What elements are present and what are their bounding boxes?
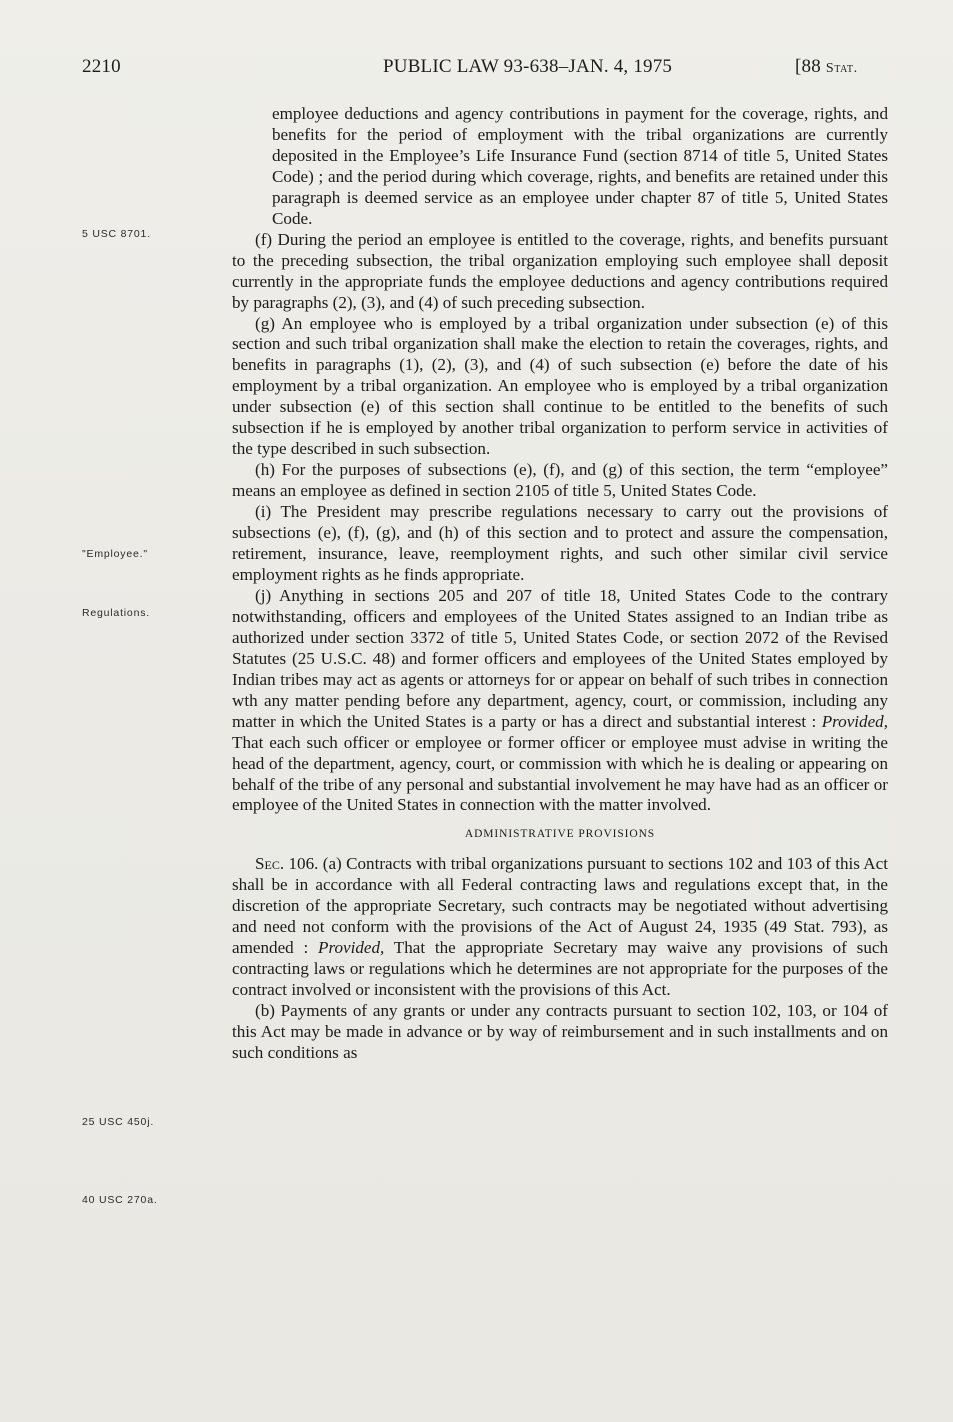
paragraph-j-text-1: (j) Anything in sections 205 and 207 of title 18, United States Code to the contrary notwithstanding, officers and employees of the United States assigned to an Indian tribe as authorized under section 3372 of title 5, United States Code, or section 2072 of the Revised Statutes (25 U.S.C. 48) and former officers and employees of the United States employed by Indian tribes may act as agents or attorneys for or appear on behalf of such tribes in connection wth any matter pending before any department, agency, court, or commission, including any matter in which the United States is a party or has a direct and substantial interest : xyxy=(232,585,888,731)
statute-body xyxy=(232,104,888,1064)
paragraph-f: (f) During the period an employee is entitled to the coverage, rights, and benefits pursuant to the preceding subsection, the tribal organization employing such employee shall deposit currently in the appropriate funds the employee deductions and agency contributions required by paragraphs (2), (3), and (4) of such preceding subsection. xyxy=(232,229,888,312)
statute-volume-prefix: [88 xyxy=(795,56,826,77)
statute-volume-label: Stat. xyxy=(825,61,858,76)
paragraph-h: (h) For the purposes of subsections (e), (f), and (g) of this section, the term “employee” means an employee as defined in section 2105 of title 5, United States Code. xyxy=(232,460,888,501)
section-label: Sec. xyxy=(255,854,285,874)
paragraph-sec-106-a-text-2: That the appropriate Secretary may waive any provisions of such contracting laws or regulations which he determines are not appropriate for the purposes of the contract involved or inconsistent with the provisions of this Act. xyxy=(232,938,888,1000)
paragraph-j-text-2: That each such officer or employee or former officer or employee must advise in writing the head of the department, agency, court, or commission with which he is dealing or appearing on behalf of the tribe of any personal and substantial involvement he may have had as an officer or employee of the United States in connection with the matter involved. xyxy=(232,732,888,815)
paragraph-sec-106-a-text-1: 106. (a) Contracts with tribal organizations pursuant to sections 102 and 103 of this Act shall be in accordance with all Federal contracting laws and regulations except that, in the discretion of the appropriate Secretary, such contracts may be negotiated without advertising and need not conform with the provisions of the Act of August 24, 1935 (49 Stat. 793), as amended : xyxy=(232,854,888,958)
paragraph-j xyxy=(232,586,888,816)
paragraph-sec-106-a-provided: Provided, xyxy=(318,938,385,958)
section-heading-administrative-provisions: ADMINISTRATIVE PROVISIONS xyxy=(464,828,656,841)
paragraph-b: (b) Payments of any grants or under any contracts pursuant to section 102, 103, or 104 of this Act may be made in advance or by way of reimbursement and in such installments and on such conditions as xyxy=(232,1001,888,1062)
page-header xyxy=(0,56,953,86)
statute-volume xyxy=(795,56,858,78)
margin-note-5-usc-8701: 5 USC 8701. xyxy=(82,228,151,240)
page-number: 2210 xyxy=(82,56,121,77)
margin-note-regulations: Regulations. xyxy=(82,607,150,619)
paragraph-j-provided: Provided, xyxy=(821,711,888,731)
paragraph-i: (i) The President may prescribe regulations necessary to carry out the provisions of subsections (e), (f), (g), and (h) of this section and to protect and assure the compensation, retirement, insurance, leave, reemployment rights, and such other similar civil service employment rights as he finds appropriate. xyxy=(232,502,888,584)
paragraph-sec-106-a xyxy=(232,854,888,1001)
margin-note-employee: "Employee." xyxy=(82,548,148,560)
margin-note-25-usc-450j: 25 USC 450j. xyxy=(82,1116,155,1128)
margin-note-40-usc-270a: 40 USC 270a. xyxy=(82,1194,158,1206)
paragraph-g: (g) An employee who is employed by a tribal organization under subsection (e) of this section and such tribal organization shall make the election to retain the coverages, rights, and benefits in paragraphs (1), (2), (3), and (4) of such subsection (e) before the date of his employment by a tribal organization. An employee who is employed by a tribal organization under subsection (e) of this section shall continue to be entitled to the benefits of such subsection if he is employed by another tribal organization to perform service in activities of the type described in such subsection. xyxy=(232,313,888,459)
running-title: PUBLIC LAW 93-638–JAN. 4, 1975 xyxy=(383,56,673,77)
paragraph-e-continued: employee deductions and agency contributions in payment for the coverage, rights, and benefits for the period of employment with the tribal organizations are currently deposited in the Employee’s Life Insurance Fund (section 8714 of title 5, United States Code) ; and the period during which coverage, rights, and benefits are retained under this paragraph is deemed service as an employee under chapter 87 of title 5, United States Code. xyxy=(272,104,888,228)
